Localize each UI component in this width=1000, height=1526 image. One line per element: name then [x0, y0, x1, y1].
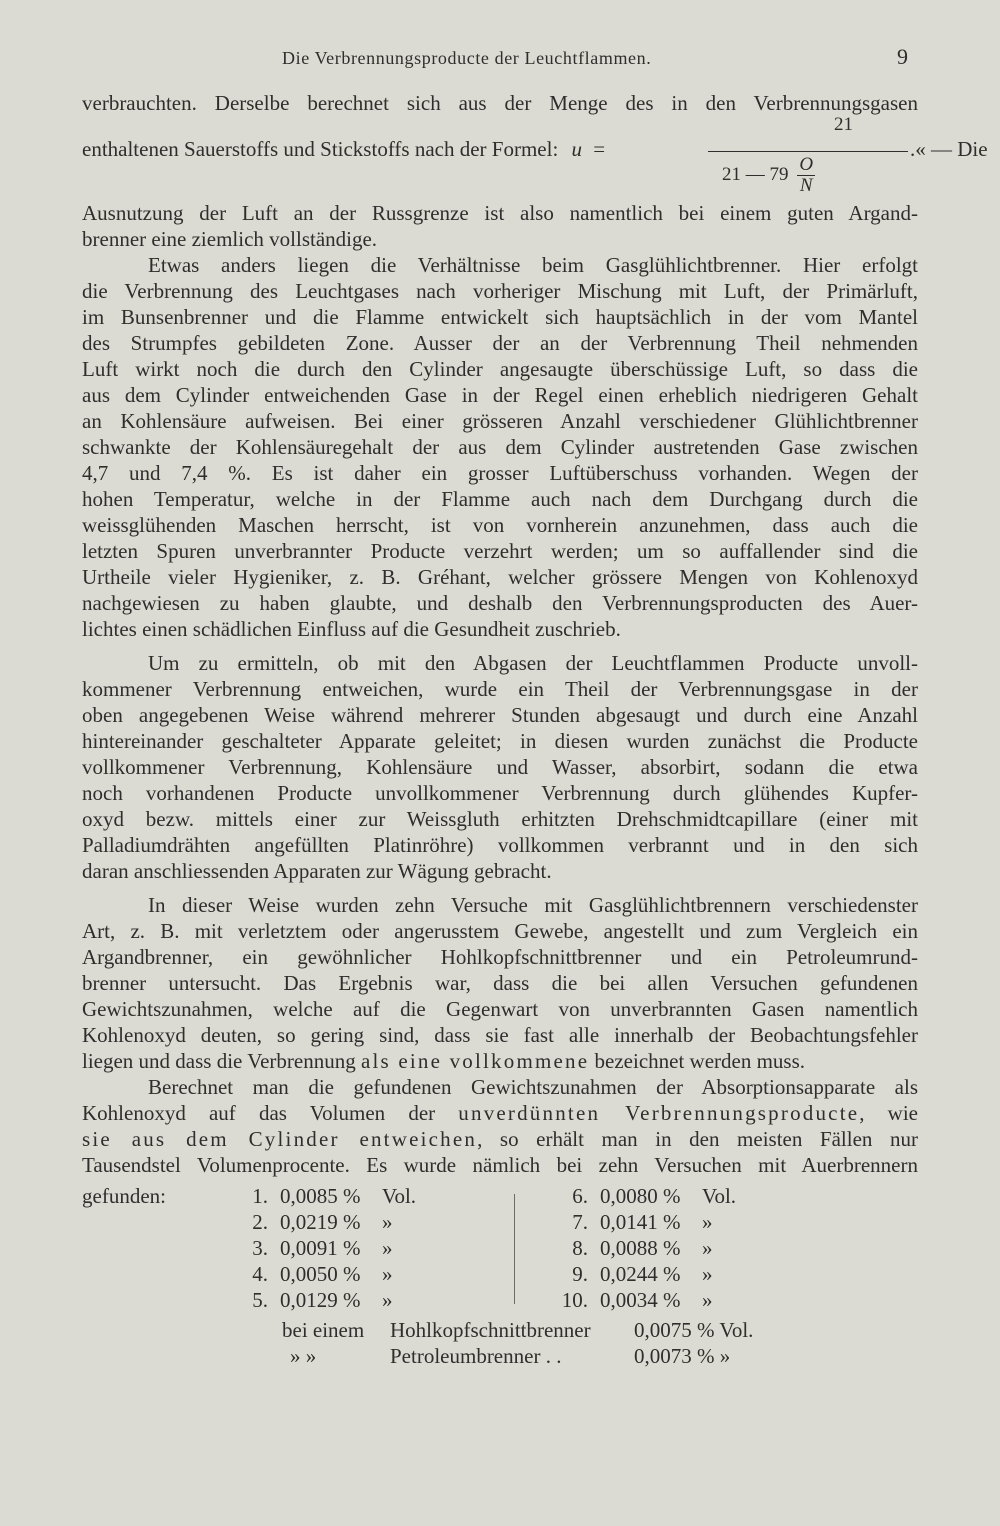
result-row: 1. 0,0085 % Vol.	[252, 1184, 417, 1208]
result-row: 4. 0,0050 % »	[252, 1262, 393, 1286]
body-line: kommener Verbrennung entweichen, wurde ein Theil der Verbrennungsgase in der	[82, 677, 918, 701]
extra-prefix: » »	[290, 1344, 317, 1368]
result-row: 6. 0,0080 % Vol.	[572, 1184, 737, 1208]
extra-value: 0,0075 % Vol.	[634, 1318, 754, 1342]
body-line: Argandbrenner, ein gewöhnlicher Hohlkopfschnittbrenner und ein Petroleumrund-	[82, 945, 918, 969]
result-row: 8. 0,0088 % »	[572, 1236, 713, 1260]
body-line: Ausnutzung der Luft an der Russgrenze ist also namentlich bei einem guten Argand-	[82, 201, 918, 225]
body-line: nachgewiesen zu haben glaubte, und deshalb den Verbrennungsproducten des Auer-	[82, 591, 918, 615]
body-line: vollkommener Verbrennung, Kohlensäure und Wasser, absorbirt, sodann die etwa	[82, 755, 918, 779]
formula-trail: .« — Die	[910, 137, 988, 161]
result-row: 5. 0,0129 % »	[252, 1288, 393, 1312]
body-line: hohen Temperatur, welche in der Flamme auch nach dem Durchgang durch die	[82, 487, 918, 511]
page-header	[0, 44, 1000, 80]
body-line: oxyd bezw. mittels einer zur Weissgluth erhitzten Drehschmidtcapillare (einer mit	[82, 807, 918, 831]
body-line: Etwas anders liegen die Verhältnisse beim Gasglühlichtbrenner. Hier erfolgt	[148, 253, 918, 277]
body-line: oben angegebenen Weise während mehrerer Stunden abgesaugt und durch eine Anzahl	[82, 703, 918, 727]
body-line: aus dem Cylinder entweichenden Gase in der Regel einen erheblich niedrigeren Gehalt	[82, 383, 918, 407]
body-line: Kohlenoxyd auf das Volumen der unverdünnten Verbrennungsproducte, wie	[82, 1101, 918, 1125]
body-line: schwankte der Kohlensäuregehalt der aus dem Cylinder austretenden Gase zwischen	[82, 435, 918, 459]
extra-label: Petroleumbrenner . .	[390, 1344, 562, 1368]
column-divider	[514, 1194, 515, 1304]
formula-variable: u	[571, 137, 583, 161]
body-line: Tausendstel Volumenprocente. Es wurde nämlich bei zehn Versuchen mit Auerbrennern	[82, 1153, 918, 1177]
results-label: gefunden:	[82, 1184, 166, 1208]
body-line: hintereinander geschalteter Apparate geleitet; in diesen wurden zunächst die Producte	[82, 729, 918, 753]
body-line: letzten Spuren unverbrannter Producte verzehrt werden; um so auffallender sind die	[82, 539, 918, 563]
body-line: Art, z. B. mit verletztem oder angerusstem Gewebe, angestellt und zum Vergleich ein	[82, 919, 918, 943]
body-line: Um zu ermitteln, ob mit den Abgasen der Leuchtflammen Producte unvoll-	[148, 651, 918, 675]
extra-prefix: bei einem	[282, 1318, 365, 1342]
body-line: weissglühenden Maschen herrscht, ist von vornherein anzunehmen, dass auch die	[82, 513, 918, 537]
formula-inner-fraction: $\frac{O}{N}$	[797, 156, 815, 195]
body-line: 4,7 und 7,4 %. Es ist daher ein grosser Luftüberschuss vorhanden. Wegen der	[82, 461, 918, 485]
running-title: Die Verbrennungsproducte der Leuchtflammen.	[282, 48, 652, 68]
formula-lead: enthaltenen Sauerstoffs und Stickstoffs nach der Formel: u =	[82, 137, 606, 161]
body-line: an Kohlensäure aufweisen. Bei einer grösseren Anzahl verschiedener Glühlichtbrenner	[82, 409, 918, 433]
result-row: 2. 0,0219 % »	[252, 1210, 393, 1234]
formula-line	[82, 114, 988, 196]
body-line: Palladiumdrähten angefüllten Platinröhre) vollkommen verbrannt und in den sich	[82, 833, 918, 857]
result-row: 9. 0,0244 % »	[572, 1262, 713, 1286]
formula-numerator: 21	[834, 114, 853, 135]
result-row: 3. 0,0091 % »	[252, 1236, 393, 1260]
body-line: daran anschliessenden Apparaten zur Wägung gebracht.	[82, 859, 552, 883]
body-line: sie aus dem Cylinder entweichen, so erhält man in den meisten Fällen nur	[82, 1127, 918, 1151]
body-line: Urtheile vieler Hygieniker, z. B. Gréhant, welcher grössere Mengen von Kohlenoxyd	[82, 565, 918, 589]
results-table	[82, 1184, 918, 1374]
formula-equals: =	[593, 137, 606, 161]
body-line: verbrauchten. Derselbe berechnet sich aus der Menge des in den Verbrennungsgasen	[82, 91, 918, 115]
body-line: In dieser Weise wurden zehn Versuche mit Gasglühlichtbrennern verschiedenster	[148, 893, 918, 917]
formula-fraction-bar	[708, 151, 908, 152]
page-number: 9	[897, 44, 908, 69]
extra-value: 0,0073 % »	[634, 1344, 731, 1368]
result-row: 10. 0,0034 % »	[561, 1288, 713, 1312]
body-line: Kohlenoxyd deuten, so gering sind, dass sie fast alle innerhalb der Beobachtungsfehler	[82, 1023, 918, 1047]
body-line: im Bunsenbrenner und die Flamme entwickelt sich hauptsächlich in der vom Mantel	[82, 305, 918, 329]
body-line: noch vorhandenen Producte unvollkommener Verbrennung durch glühendes Kupfer-	[82, 781, 918, 805]
extra-label: Hohlkopfschnittbrenner	[390, 1318, 591, 1342]
body-line: brenner untersucht. Das Ergebnis war, dass die bei allen Versuchen gefundenen	[82, 971, 918, 995]
body-line: lichtes einen schädlichen Einfluss auf die Gesundheit zuschrieb.	[82, 617, 621, 641]
formula-denominator: 21 — $79 \frac{O}{N}$	[722, 156, 815, 195]
body-line: des Strumpfes gebildeten Zone. Ausser der an der Verbrennung Theil nehmenden	[82, 331, 918, 355]
body-line: Luft wirkt noch die durch den Cylinder angesaugte überschüssige Luft, so dass die	[82, 357, 918, 381]
body-line: Gewichtszunahmen, welche auf die Gegenwart von unverbrannten Gasen namentlich	[82, 997, 918, 1021]
result-row: 7. 0,0141 % »	[572, 1210, 713, 1234]
body-line: die Verbrennung des Leuchtgases nach vorheriger Mischung mit Luft, der Primärluft,	[82, 279, 918, 303]
body-line: liegen und dass die Verbrennung als eine vollkommene bezeichnet werden muss.	[82, 1049, 806, 1073]
body-line: brenner eine ziemlich vollständige.	[82, 227, 378, 251]
body-line: Berechnet man die gefundenen Gewichtszunahmen der Absorptionsapparate als	[148, 1075, 918, 1099]
